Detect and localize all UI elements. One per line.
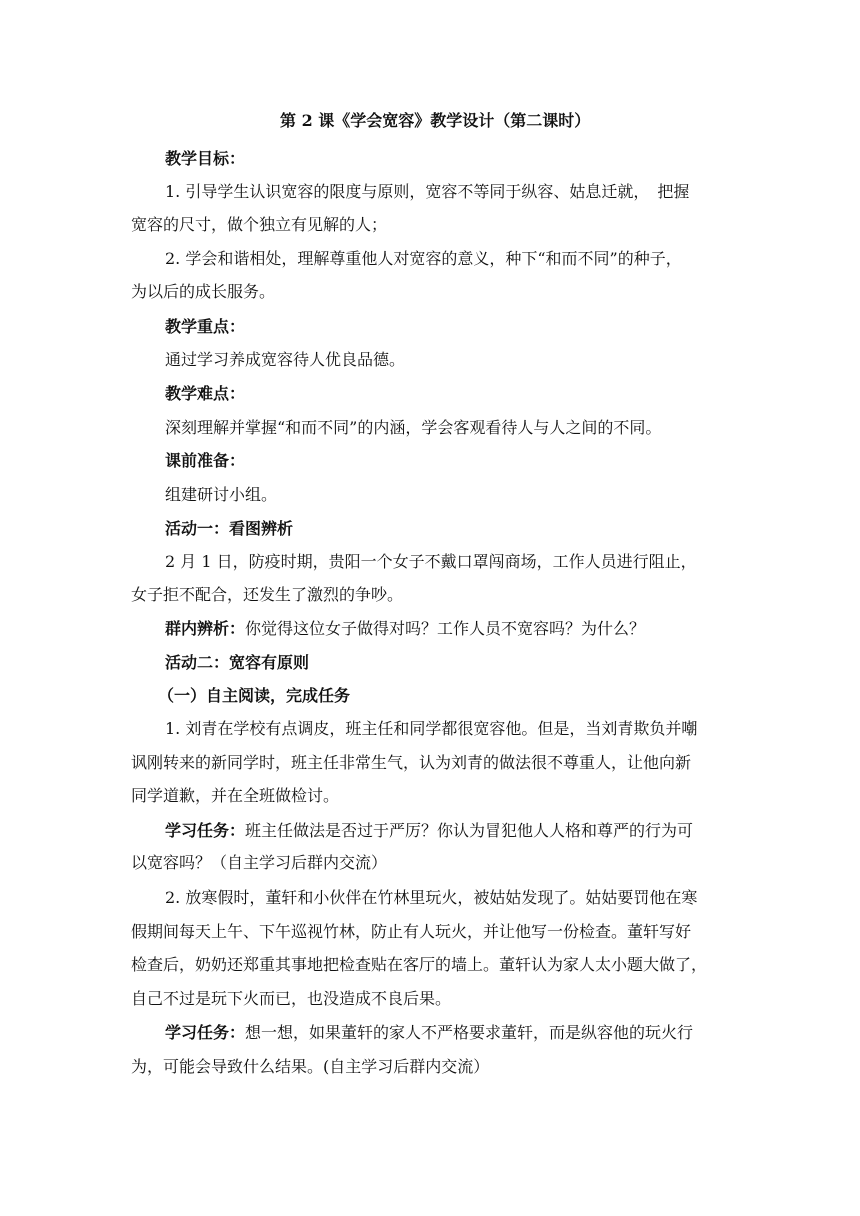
task-2-line-1 (165, 1022, 693, 1044)
activity-1-para-line-2: 女子拒不配合，还发生了激烈的争吵。 (131, 585, 404, 604)
objective-2-line-2: 为以后的成长服务。 (131, 282, 276, 301)
case-1-line-2: 讽刚转来的新同学时，班主任非常生气，认为刘青的做法很不尊重人，让他向新 (131, 753, 692, 772)
task-2-line-2: 为，可能会导致什么结果。(自主学习后群内交流） (131, 1057, 490, 1076)
case-2-line-1: 2. 放寒假时，董轩和小伙伴在竹林里玩火，被姑姑发现了。姑姑要罚他在寒 (165, 888, 698, 907)
discussion-label: 群内辨析： (165, 619, 246, 638)
activity-2-subheading: （一）自主阅读，完成任务 (158, 686, 351, 705)
task-1-line-1 (165, 820, 693, 842)
preparation-heading: 课前准备： (165, 451, 246, 470)
key-points-heading: 教学重点： (165, 317, 246, 336)
task-1-text: 班主任做法是否过于严厉？你认为冒犯他人人格和尊严的行为可 (245, 821, 694, 840)
task-2-label: 学习任务： (165, 1023, 246, 1042)
case-2-line-3: 检查后，奶奶还郑重其事地把检查贴在客厅的墙上。董轩认为家人太小题大做了， (131, 955, 708, 974)
case-2-line-4: 自己不过是玩下火而已，也没造成不良后果。 (131, 989, 452, 1008)
document-title: 第 2 课《学会宽容》教学设计（第二课时） (280, 111, 591, 130)
task-1-line-2: 以宽容吗？（自主学习后群内交流） (131, 853, 388, 872)
objective-1-line-1: 1. 引导学生认识宽容的限度与原则，宽容不等同于纵容、姑息迁就， 把握 (165, 182, 690, 201)
case-1-line-1: 1. 刘青在学校有点调皮，班主任和同学都很宽容他。但是，当刘青欺负并嘲 (165, 719, 698, 738)
objectives-heading: 教学目标： (165, 149, 246, 168)
objective-1-line-2: 宽容的尺寸，做个独立有见解的人； (131, 215, 388, 234)
activity-1-heading: 活动一：看图辨析 (165, 519, 294, 538)
activity-1-para-line-1: 2 月 1 日，防疫时期，贵阳一个女子不戴口罩闯商场，工作人员进行阻止， (165, 552, 697, 571)
objective-2-line-1: 2. 学会和谐相处，理解尊重他人对宽容的意义，种下“和而不同”的种子， (165, 249, 682, 268)
key-points-text: 通过学习养成宽容待人优良品德。 (165, 350, 406, 369)
task-2-text: 想一想，如果董轩的家人不严格要求董轩，而是纵容他的玩火行 (245, 1023, 694, 1042)
difficulties-heading: 教学难点： (165, 384, 246, 403)
activity-1-discussion (165, 618, 645, 640)
difficulties-text: 深刻理解并掌握“和而不同”的内涵，学会客观看待人与人之间的不同。 (165, 418, 662, 437)
activity-2-heading: 活动二：宽容有原则 (165, 653, 310, 672)
discussion-text: 你觉得这位女子做得对吗？工作人员不宽容吗？为什么？ (245, 619, 646, 638)
case-2-line-2: 假期间每天上午、下午巡视竹林，防止有人玩火，并让他写一份检查。董轩写好 (131, 922, 692, 941)
task-1-label: 学习任务： (165, 821, 246, 840)
preparation-text: 组建研讨小组。 (165, 485, 278, 504)
case-1-line-3: 同学道歉，并在全班做检讨。 (131, 786, 340, 805)
